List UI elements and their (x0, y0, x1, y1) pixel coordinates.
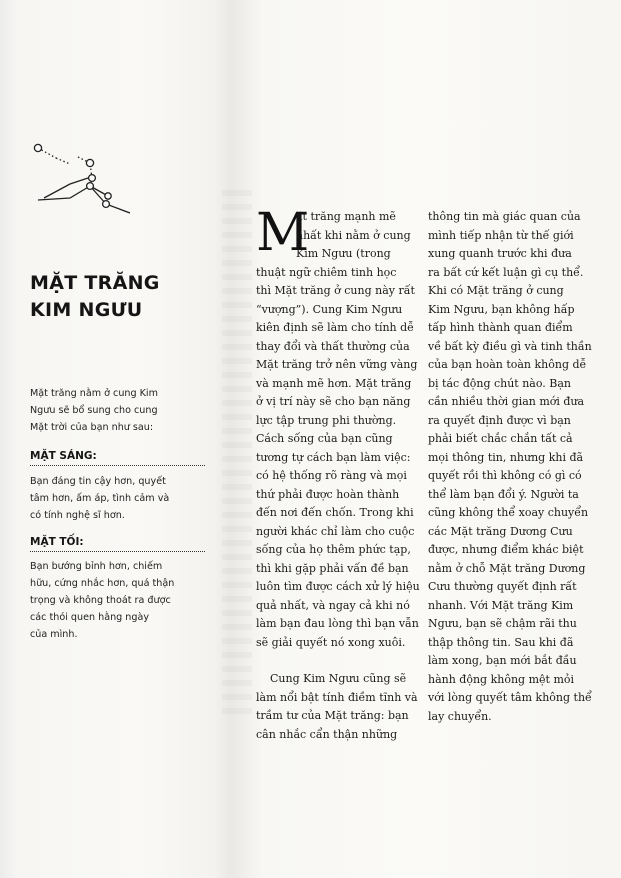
text-line: làm bạn đau lòng thì bạn vẫn (256, 617, 419, 630)
bright-line: có tính nghệ sĩ hơn. (30, 510, 125, 521)
text-line: mọi thông tin, nhưng khi đã (428, 450, 584, 464)
text-line: nhất khi nằm ở cung (296, 228, 411, 242)
text-line: tương tự cách bạn làm việc: (256, 450, 411, 464)
intro-line: Mặt trời của bạn như sau: (30, 422, 154, 433)
dark-line: các thói quen hằng ngày (30, 612, 150, 623)
text-line: thì khi gặp phải vấn đề bạn (256, 561, 409, 575)
heading-line: KIM NGƯU (30, 299, 143, 321)
text-line: với lòng quyết tâm không thể (428, 691, 592, 704)
text-line: ra bất cứ kết luận gì cụ thể. (428, 265, 584, 279)
text-line: làm nổi bật tính điềm tĩnh và (256, 690, 418, 704)
text-line: làm xong, bạn mới bắt đầu (428, 654, 577, 667)
text-line: ặt trăng mạnh mẽ (296, 210, 396, 223)
dark-line: Bạn bướng bỉnh hơn, chiếm (30, 561, 163, 572)
middle-column (256, 208, 420, 744)
text-line: các Mặt trăng Dương Cưu (428, 524, 573, 538)
show-through-shadow (222, 190, 252, 720)
text-line: thuật ngữ chiêm tinh học (256, 265, 397, 279)
text-line: Kim Ngưu, bạn không hấp (428, 302, 575, 316)
right-column (428, 208, 596, 726)
text-line: Kim Ngưu (trong (296, 247, 391, 260)
text-line: cũng không thể xoay chuyển (428, 506, 589, 519)
text-line: kiên định sẽ làm cho tính dễ (256, 321, 414, 334)
text-line: quyết rồi thì không có gì có (428, 469, 582, 482)
text-line: ra quyết định được vì bạn (428, 413, 571, 427)
text-line: và mạnh mẽ hơn. Mặt trăng (256, 376, 412, 390)
drop-cap: M (256, 203, 310, 263)
text-line: Ngưu, bạn sẽ chậm rãi thu (428, 617, 577, 630)
text-line: sẽ giải quyết nó xong xuôi. (256, 635, 406, 649)
text-line: lực tập trung phi thường. (256, 413, 397, 427)
text-line: xung quanh trước khi đưa (428, 247, 572, 260)
text-line: tấp hình thành quan điểm (428, 321, 573, 334)
text-line: ở vị trí này sẽ cho bạn năng (256, 395, 411, 408)
middle-paragraph-2 (256, 652, 416, 744)
bright-line: tâm hơn, ấm áp, tình cảm và (30, 493, 170, 504)
text-line: thì Mặt trăng ở cung này rất (256, 284, 415, 297)
text-line: mình tiếp nhận từ thế giới (428, 228, 574, 242)
text-line: phải biết chắc chắn tất cả (428, 432, 573, 445)
text-line: Khi có Mặt trăng ở cung (428, 284, 564, 297)
text-line: bị tác động chút nào. Bạn (428, 376, 572, 390)
text-line: của bạn hoàn toàn không dễ (428, 358, 587, 371)
text-line: về bất kỳ điều gì và tinh thần (428, 339, 592, 353)
right-paragraph (428, 208, 596, 726)
dark-line: trọng và không thoát ra được (30, 595, 171, 606)
text-line: hành động không mệt mỏi (428, 672, 575, 686)
text-line: “vượng”). Cung Kim Ngưu (256, 302, 403, 316)
text-line: nằm ở chỗ Mặt trăng Dương (428, 561, 586, 575)
heading-line: MẶT TRĂNG (30, 272, 160, 294)
text-line: thể làm bạn đổi ý. Người ta (428, 487, 579, 501)
text-line: có hệ thống rõ ràng và mọi (256, 469, 407, 482)
text-line: quả nhất, và ngay cả khi nó (256, 598, 410, 612)
text-line: Mặt trăng trở nên vững vàng (256, 358, 418, 371)
text-line: sống của họ thêm phức tạp, (256, 543, 411, 556)
text-line: thông tin mà giác quan của (428, 210, 581, 223)
dark-side-text (30, 558, 210, 643)
text-line: lay chuyển. (428, 709, 492, 723)
text-line: thay đổi và thất thường của (256, 339, 410, 353)
text-line: luôn tìm được cách xử lý hiệu (256, 580, 420, 593)
intro-line: Mặt trăng nằm ở cung Kim (30, 388, 158, 399)
dark-line: hữu, cứng nhắc hơn, quá thận (30, 578, 175, 589)
bright-line: Bạn đáng tin cậy hơn, quyết (30, 476, 166, 487)
paragraph-gap (256, 652, 416, 670)
dark-line: của mình. (30, 629, 78, 640)
text-line: thứ phải được hoàn thành (256, 487, 400, 501)
intro-text (30, 385, 210, 436)
text-line: nhanh. Với Mặt trăng Kim (428, 598, 574, 612)
text-line: trầm tư của Mặt trăng: bạn (256, 709, 409, 722)
text-line: được, nhưng điểm khác biệt (428, 543, 584, 556)
text-line: thập thông tin. Sau khi đã (428, 635, 574, 649)
intro-line: Ngưu sẽ bổ sung cho cung (30, 405, 158, 416)
section-heading (30, 270, 210, 324)
text-line: người khác chỉ làm cho cuộc (256, 524, 415, 538)
text-line: đến nơi đến chốn. Trong khi (256, 506, 414, 519)
bright-side-text (30, 473, 210, 524)
bright-side-title: MẶT SÁNG: (30, 450, 205, 466)
taurus-constellation-icon (30, 138, 140, 218)
middle-paragraph-1 (256, 208, 420, 652)
text-line: Cung Kim Ngưu cũng sẽ (270, 672, 407, 685)
text-line: Cưu thường quyết định rất (428, 580, 577, 593)
text-line: Cách sống của bạn cũng (256, 432, 393, 445)
text-line: cân nhắc cẩn thận những (256, 727, 398, 741)
text-line: cần nhiều thời gian mới đưa (428, 395, 585, 408)
dark-side-title: MẶT TỐI: (30, 536, 205, 552)
